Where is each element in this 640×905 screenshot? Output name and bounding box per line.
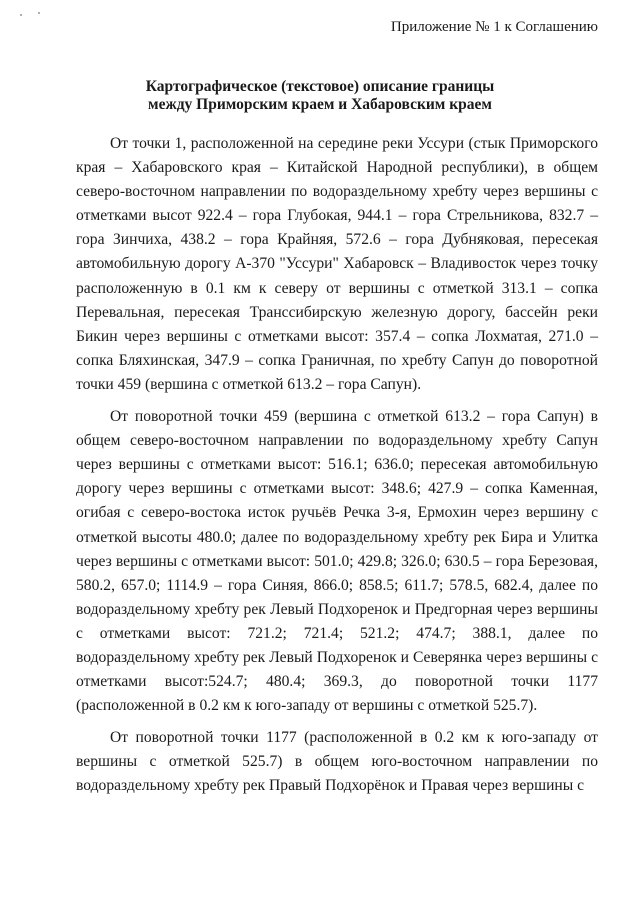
paragraph-3: От поворотной точки 1177 (расположенной в 0.2 км к юго-западу от вершины с отметкой 525.7) в общем юго-восточном направлении по водораздельному хребту рек Правый Подхорёнок и Правая через вершины с <box>76 729 598 795</box>
document-title <box>60 78 580 114</box>
title-line-2: между Приморским краем и Хабаровским краем <box>148 96 492 113</box>
appendix-header: Приложение № 1 к Соглашению <box>390 19 598 35</box>
scan-artifact <box>38 12 40 14</box>
paragraph-1: От точки 1, расположенной на середине реки Уссури (стык Приморского края – Хабаровского края – Китайской Народной республики), в общем северо-восточном направлении по водораздельному хребту через вершины с отметками высот 922.4 – гора Глубокая, 944.1 – гора Стрельникова, 832.7 – гора Зинчиха, 438.2 – гора Крайняя, 572.6 – гора Дубняковая, пересекая автомобильную дорогу А-370 "Уссури" Хабаровск – Владивосток через точку расположенную в 0.1 км к северу от вершины с отметкой 313.1 – сопка Перевальная, пересекая Транссибирскую железную дорогу, бассейн реки Бикин через вершины с отметками высот: 357.4 – сопка Лохматая, 271.0 – сопка Бляхинская, 347.9 – сопка Граничная, по хребту Сапун до поворотной точки 459 (вершина с отметкой 613.2 – гора Сапун). <box>76 135 598 393</box>
scan-artifact <box>20 14 22 16</box>
paragraph-2: От поворотной точки 459 (вершина с отметкой 613.2 – гора Сапун) в общем северо-восточном направлении по водораздельному хребту Сапун через вершины с отметками высот: 516.1; 636.0; пересекая автомобильную дорогу через вершины с отметками высот: 348.6; 427.9 – сопка Каменная, огибая с северо-востока исток ручьёв Речка 3-я, Ермохин через вершину с отметкой высоты 480.0; далее по водораздельному хребту рек Бира и Улитка через вершины с отметками высот: 501.0; 429.8; 326.0; 630.5 – гора Березовая, 580.2, 657.0; 1114.9 – гора Синяя, 866.0; 858.5; 611.7; 578.5, 682.4, далее по водораздельному хребту рек Левый Подхоренок и Предгорная через вершины с отметками высот: 721.2; 721.4; 521.2; 474.7; 388.1, далее по водораздельному хребту рек Левый Подхоренок и Северянка через вершины с отметками высот:524.7; 480.4; 369.3, до поворотной точки 1177 (расположенной в 0.2 км к юго-западу от вершины с отметкой 525.7). <box>76 408 598 715</box>
title-line-1: Картографическое (текстовое) описание границы <box>145 78 495 95</box>
document-body <box>76 132 598 807</box>
